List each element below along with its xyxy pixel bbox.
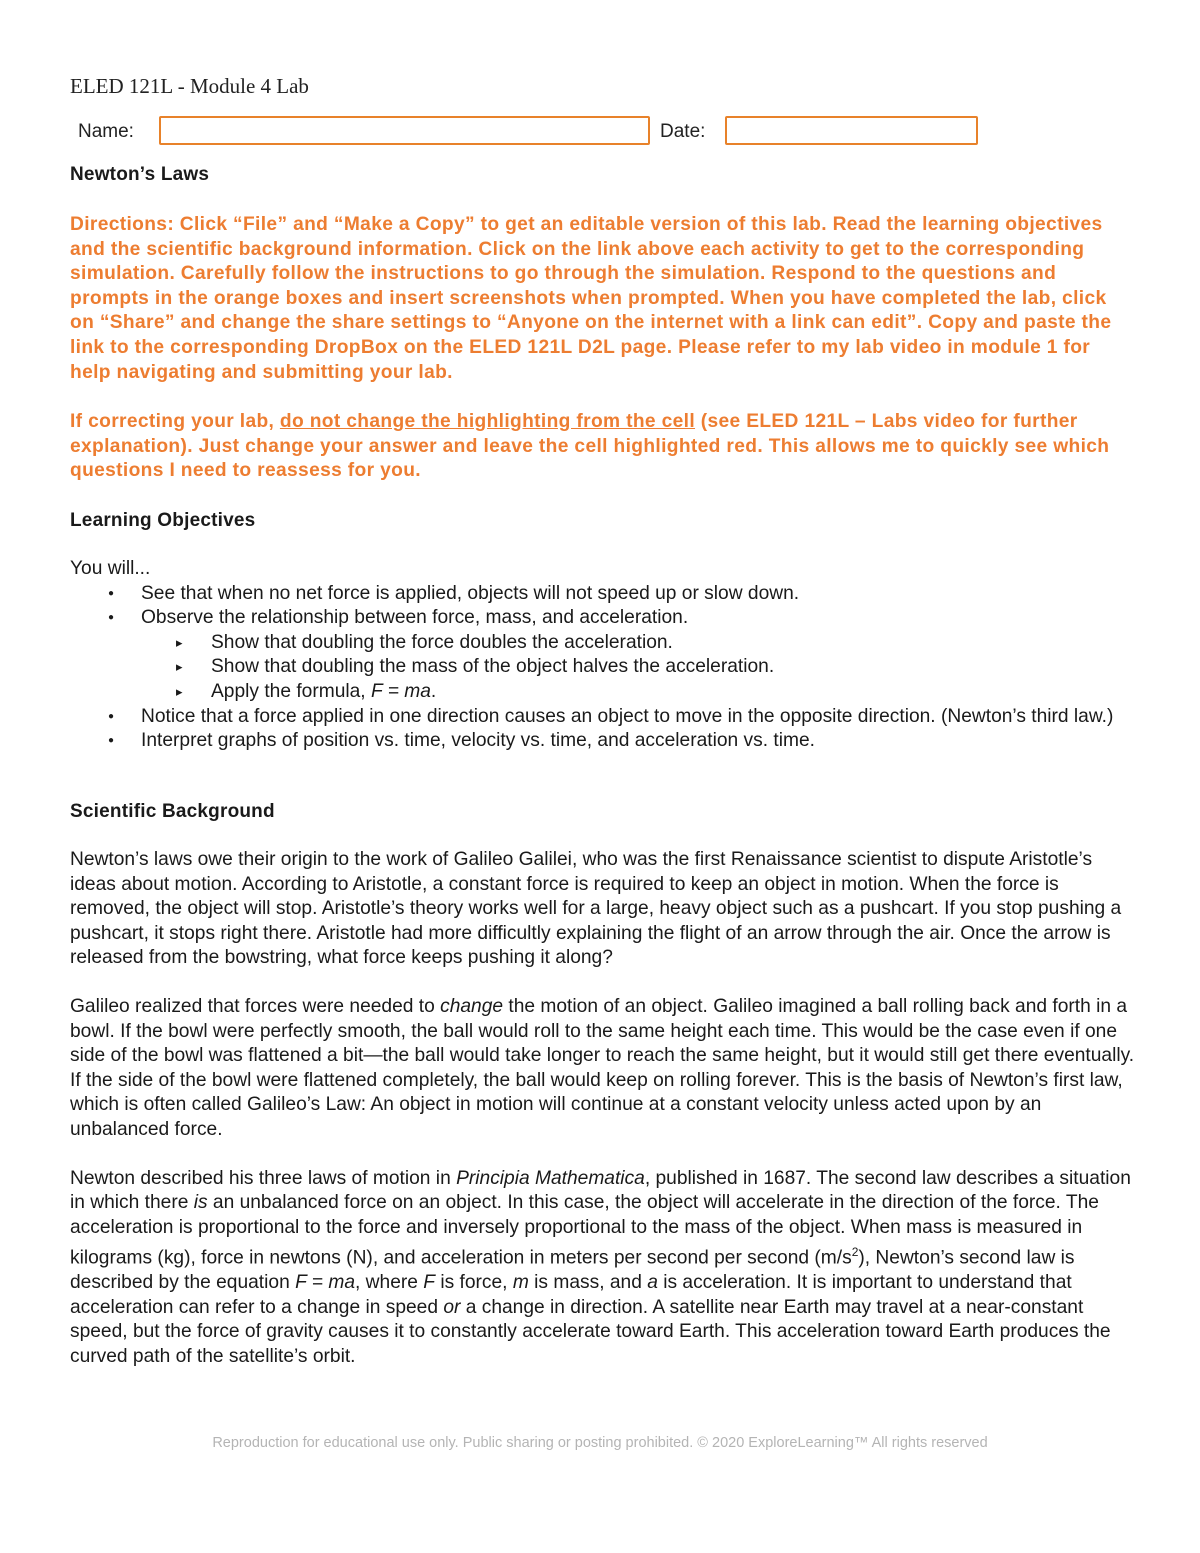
page-title: ELED 121L - Module 4 Lab (70, 74, 309, 98)
objectives-intro: You will... (70, 558, 151, 579)
list-item: ● Observe the relationship between force, mass, and acceleration. ▸ Show that doubling the force doubles the acceleration. ▸ Show that doubling the mass of the object halves the acceleration. ▸ Apply the formula, F = ma. (70, 606, 1135, 704)
objectives-list (70, 582, 1135, 754)
list-item: ● Notice that a force applied in one direction causes an object to move in the opposite direction. (Newton’s third law.) (70, 705, 1135, 730)
section-newtons-laws (70, 164, 1135, 186)
footer-copyright: Reproduction for educational use only. Public sharing or posting prohibited. © 2020 ExploreLearning™ All rights reserved (212, 1435, 988, 1451)
correction-underline: do not change the highlighting from the cell (279, 411, 696, 432)
list-item: ● See that when no net force is applied, objects will not speed up or slow down. (70, 582, 1135, 607)
background-paragraph-1: Newton’s laws owe their origin to the work of Galileo Galilei, who was the first Renaissance scientist to dispute Aristotle’s ideas about motion. According to Aristotle, a constant force is required to keep an object in motion. When the force is removed, the object will stop. Aristotle’s theory works well for a large, heavy object such as a pushcart. If you stop pushing a pushcart, it stops right there. Aristotle had more difficultly explaining the flight of an arrow through the air. Once the arrow is released from the bowstring, what force keeps pushing it along? (70, 849, 1122, 969)
directions-paragraph: Directions: Click “File” and “Make a Copy” to get an editable version of this lab. Read the learning objectives and the scientific background information. Click on the link above each activity to get to the corresponding simulation. Carefully follow the instructions to go through the simulation. Respond to the questions and prompts in the orange boxes and insert screenshots when prompted. When you have completed the lab, click on “Share” and change the share settings to “Anyone on the internet with a link can edit”. Copy and paste the link to the corresponding DropBox on the ELED 121L D2L page. Please refer to my lab video in module 1 for help navigating and submitting your lab. (70, 214, 1112, 383)
name-input[interactable] (159, 116, 650, 145)
date-input[interactable] (725, 116, 978, 145)
name-label: Name: (78, 121, 134, 142)
background-paragraph-3: Newton described his three laws of motion in Principia Mathematica, published in 1687. The second law describes a situation in which there is an unbalanced force on an object. In this case, the object will accelerate in the direction of the force. The acceleration is proportional to the force and inversely proportional to the mass of the object. When mass is measured in kilograms (kg), force in newtons (N), and acceleration in meters per second per second $(m/s^2)$, Newton’s second law is described by the equation F = ma, where F is force, m is mass, and a is acceleration. It is important to understand that acceleration can refer to a change in speed or a change in direction. A satellite near Earth may travel at a near-constant speed, but the force of gravity causes it to constantly accelerate toward Earth. This acceleration toward Earth produces the curved path of the satellite’s orbit. (70, 1167, 1131, 1368)
correction-text-end: (see ELED 121L – Labs video for further explanation). Just change your answer and leave the cell highlighted red. This allows me to quickly see which questions I need to reassess for you. (70, 411, 1110, 482)
sub-list-item: ▸ Apply the formula, F = ma. (70, 680, 1135, 705)
correction-paragraph (70, 410, 1135, 484)
section-heading: Newton’s Laws (70, 164, 210, 185)
objectives-heading: Learning Objectives (70, 510, 256, 531)
list-item: ● Interpret graphs of position vs. time, velocity vs. time, and acceleration vs. time. (70, 729, 1135, 754)
objectives-sublist (141, 631, 1135, 705)
formula: F = ma (370, 680, 431, 702)
background-paragraph-2: Galileo realized that forces were needed to change the motion of an object. Galileo imagined a ball rolling back and forth in a bowl. If the bowl were perfectly smooth, the ball would roll to the same height each time. This would be the case even if one side of the bowl was flattened a bit—the ball would take longer to reach the same height, but it would still get there eventually. If the side of the bowl were flattened completely, the ball would keep on rolling forever. This is the basis of Newton’s first law, which is often called Galileo’s Law: An object in motion will continue at a constant velocity unless acted upon by an unbalanced force. (70, 995, 1135, 1140)
correction-text-start: If correcting your lab, (70, 411, 280, 432)
sub-list-item: ▸ Show that doubling the force doubles the acceleration. (70, 631, 1135, 656)
date-label: Date: (660, 121, 706, 142)
sub-list-item: ▸ Show that doubling the mass of the object halves the acceleration. (70, 655, 1135, 680)
correction-note (70, 410, 1135, 484)
directions (70, 213, 1135, 385)
scientific-background (70, 801, 1135, 1370)
background-heading: Scientific Background (70, 801, 275, 822)
learning-objectives (70, 510, 1135, 754)
